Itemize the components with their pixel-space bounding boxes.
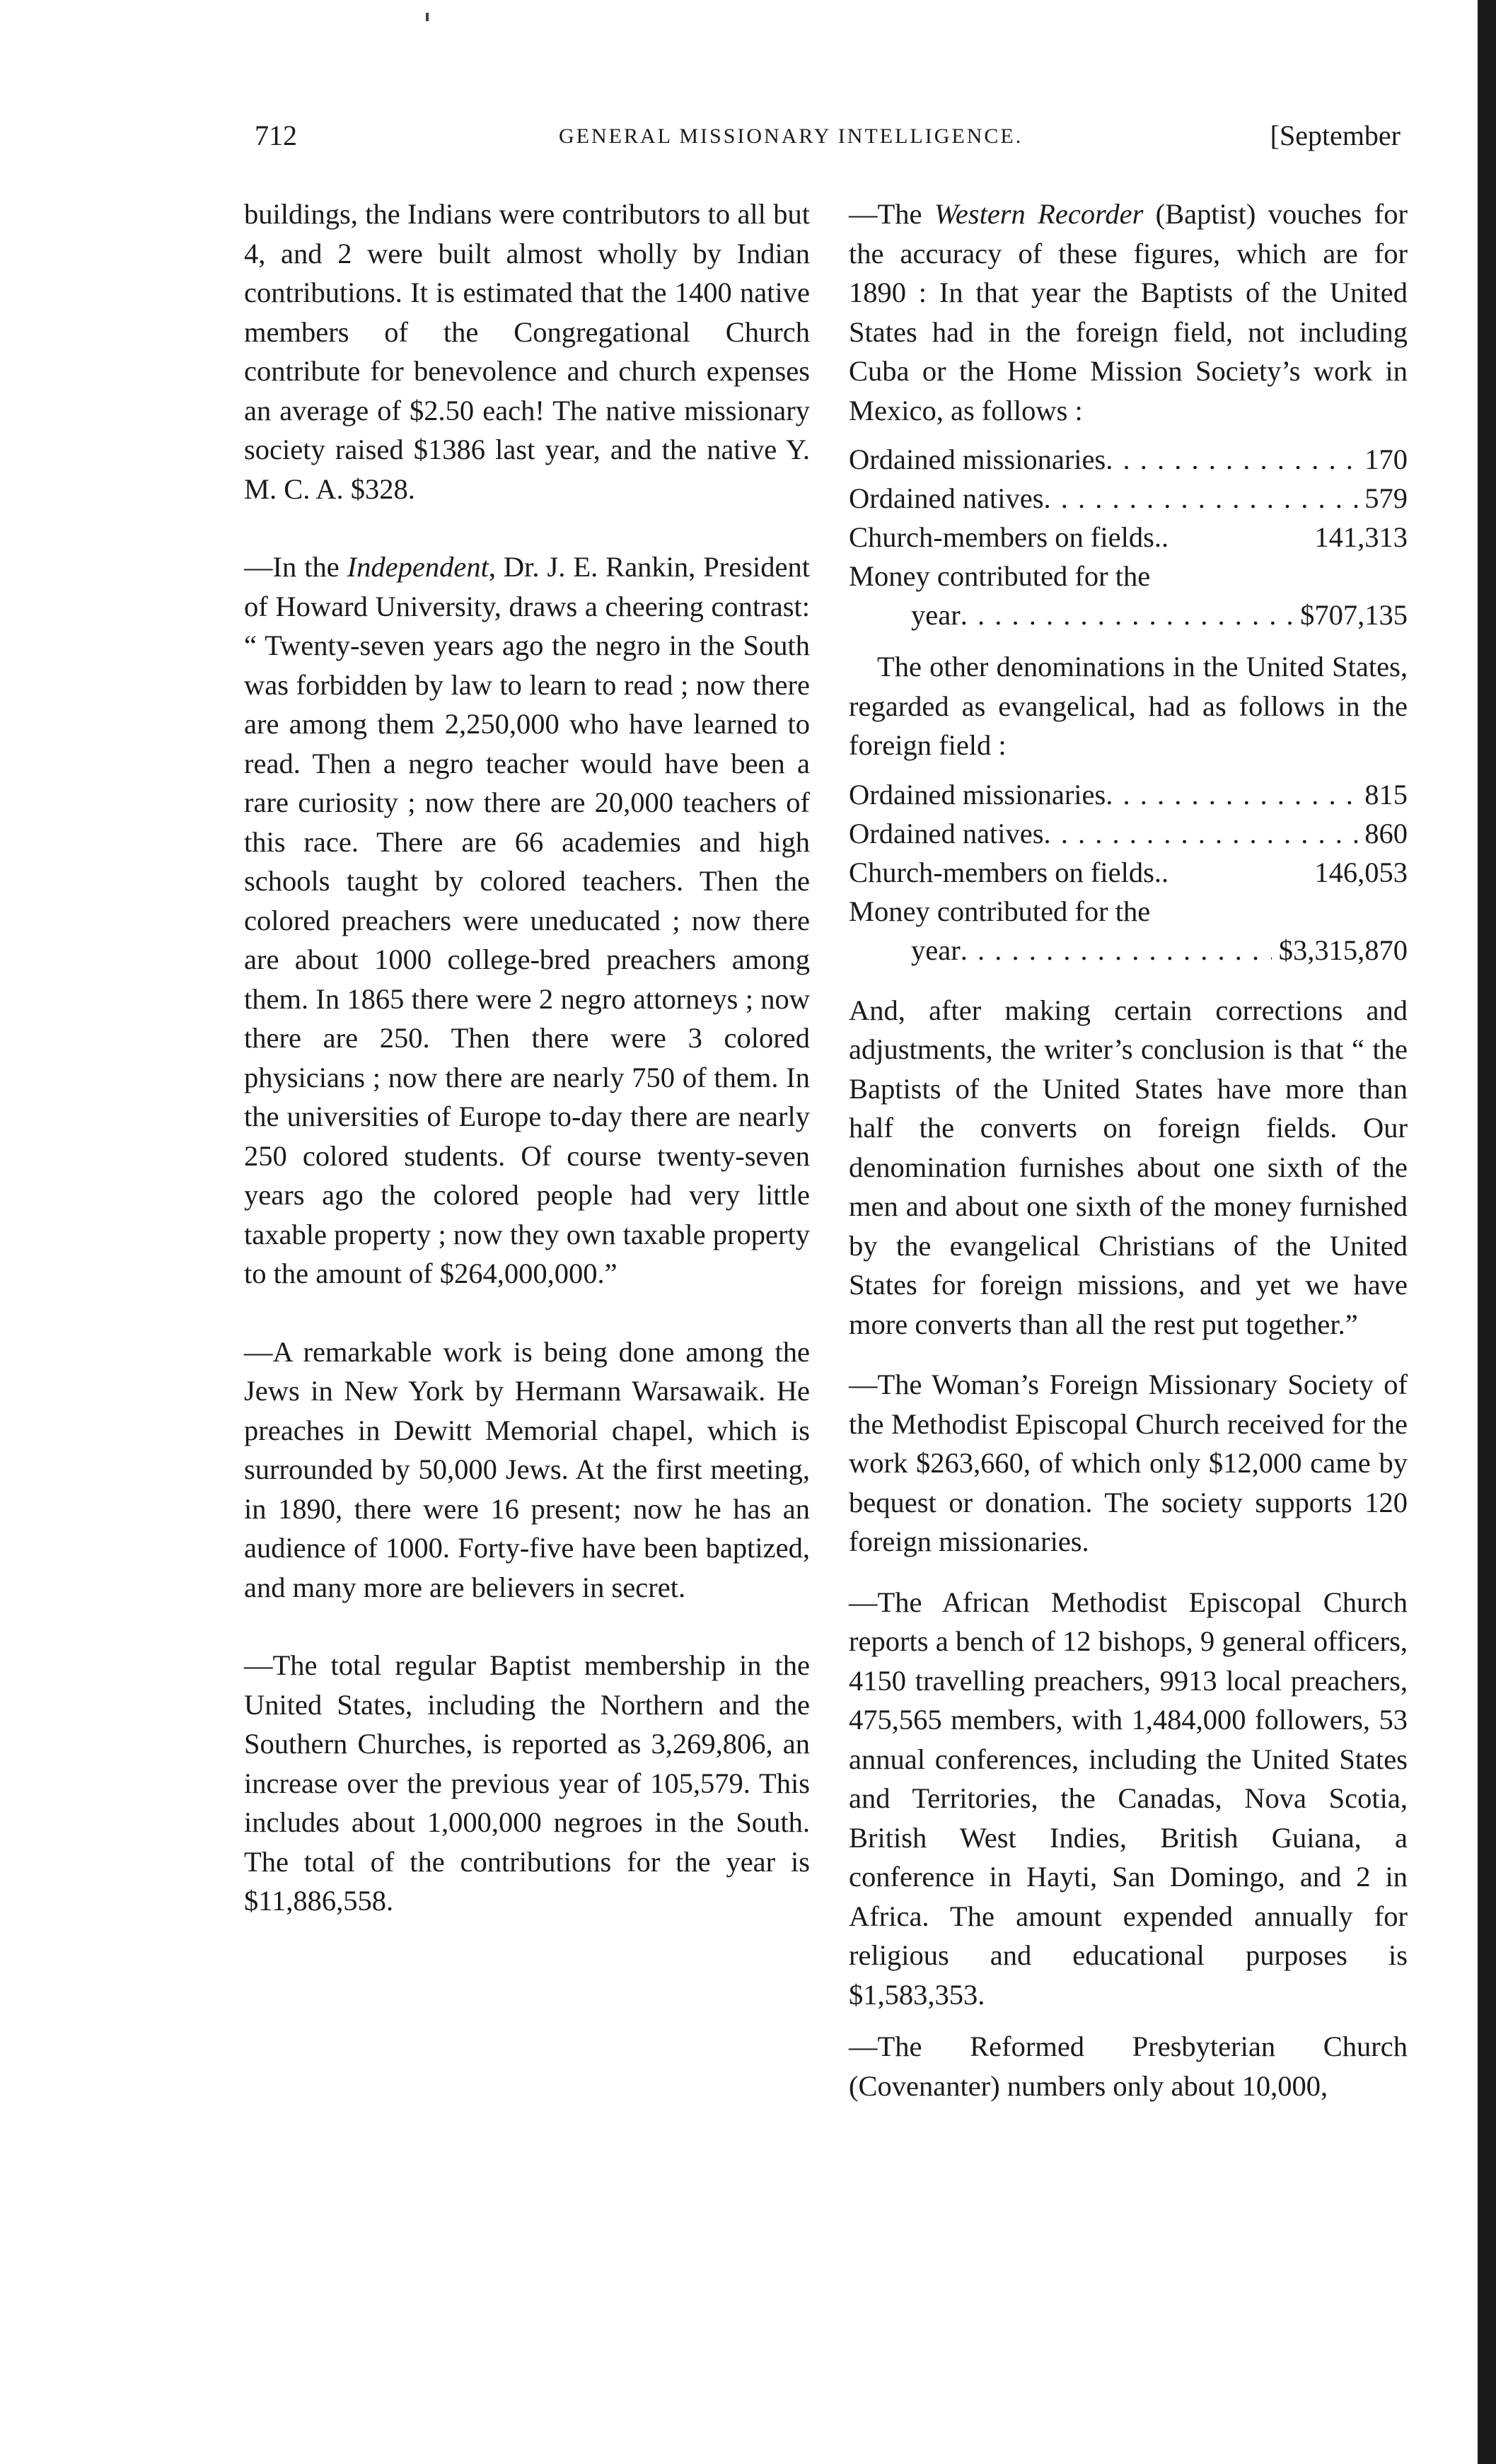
paragraph-other-denominations: The other denominations in the United States, regarded as evangelical, had as follows in the foreign field : — [849, 651, 1408, 761]
publication-name: Western Recorder — [934, 198, 1144, 230]
page-number: 712 — [255, 120, 297, 151]
running-header — [255, 119, 1401, 161]
stats-row: year . . . $3,315,870 — [849, 931, 1408, 970]
paragraph-baptist-membership: —The total regular Baptist membership in the United States, including the Northern and the Southern Churches, is reported as 3,269,806, an increase over the previous year of 105,579. This includes about 1,000,000 negroes in the South. The total of the contributions for the year is $11,886,558. — [244, 1649, 810, 1917]
stats-row: Church-members on fields.. 146,053 — [849, 856, 1408, 888]
paragraph-western-recorder: —The Western Recorder (Baptist) vouches for the accuracy of these figures, which are for 1890 : In that year the Baptists of the United States had in the foreign field, not including Cuba or the Home Mission Society’s work in Mexico, as follows : — [849, 198, 1408, 426]
stats-row: year . . . $707,135 — [849, 595, 1408, 634]
stats-row: Ordained missionaries . . . 170 — [849, 440, 1408, 479]
paragraph-african-methodist-episcopal: —The African Methodist Episcopal Church reports a bench of 12 bishops, 9 general officers, 4150 travelling preachers, 9913 local preachers, 475,565 members, with 1,484,000 followers, 53 annual conferences, including the United States and Territories, the Canadas, Nova Scotia, British West Indies, British Guiana, a conference in Hayti, San Domingo, and 2 in Africa. The amount expended annually for religious and educational purposes is $1,583,353. — [849, 1586, 1408, 2011]
paragraph-rankin-contrast: —In the Independent, Dr. J. E. Rankin, President of Howard University, draws a cheering contrast: “ Twenty-seven years ago the negro in the South was forbidden by law to learn to read ; now there are among them 2,250,000 who have learned to read. Then a negro teacher would have been a rare curiosity ; now there are 20,000 teachers of this race. There are 66 academies and high schools taught by colored teachers. Then the colored preachers were uneducated ; now there are about 1000 college-bred preachers among them. In 1865 there were 2 negro attorneys ; now there are 250. Then there were 3 colored physicians ; now there are nearly 750 of them. In the universities of Europe to-day there are nearly 250 colored students. Of course twenty-seven years ago the colored people had very little taxable property ; now they own taxable property to the amount of $264,000,000.” — [244, 551, 810, 1289]
baptist-stats-table — [849, 440, 1408, 634]
running-title: GENERAL MISSIONARY INTELLIGENCE. — [559, 124, 1024, 148]
stats-row: Church-members on fields.. 141,313 — [849, 521, 1408, 553]
page-edge-shadow — [1478, 0, 1496, 2464]
stats-row: Money contributed for the — [849, 895, 1151, 927]
paragraph-jews-new-york: —A remarkable work is being done among the Jews in New York by Hermann Warsawaik. He preaches in Dewitt Memorial chapel, which is surrounded by 50,000 Jews. At the first meeting, in 1890, there were 16 present; now he has an audience of 1000. Forty-five have been baptized, and many more are believers in secret. — [244, 1335, 810, 1603]
stats-row: Ordained natives . . . 579 — [849, 479, 1408, 518]
ink-speck — [426, 13, 429, 21]
paragraph-writers-conclusion: And, after making certain corrections and adjustments, the writer’s conclusion is that “ the Baptists of the United States have more than half the converts on foreign fields. Our denomination furnishes about one sixth of the men and about one sixth of the money furnished by the evangelical Christians of the United States for foreign missions, and yet we have more converts than all the rest put together.” — [849, 994, 1408, 1340]
stats-row: Money contributed for the — [849, 560, 1151, 592]
paragraph-womans-missionary-society: —The Woman’s Foreign Missionary Society of the Methodist Episcopal Church received for the work $263,660, of which only $12,000 came by bequest or donation. The society supports 120 foreign missionaries. — [849, 1368, 1408, 1557]
stats-row: Ordained natives . . . 860 — [849, 814, 1408, 853]
stats-row: Ordained missionaries . . . 815 — [849, 775, 1408, 814]
paragraph-indian-contributions: buildings, the Indians were contributors to all but 4, and 2 were built almost wholly by Indian contributions. It is estimated that the 1400 native members of the Congregational Church contribute for benevolence and church expenses an average of $2.50 each! The native missionary society raised $1386 last year, and the native Y. M. C. A. $328. — [244, 198, 810, 505]
publication-name: Independent — [347, 551, 489, 583]
other-stats-table — [849, 775, 1408, 970]
paragraph-reformed-presbyterian: —The Reformed Presbyterian Church (Covenanter) numbers only about 10,000, — [849, 2030, 1408, 2102]
running-month: [September — [1270, 120, 1401, 151]
right-column — [849, 194, 1408, 2105]
left-column — [244, 194, 810, 1921]
